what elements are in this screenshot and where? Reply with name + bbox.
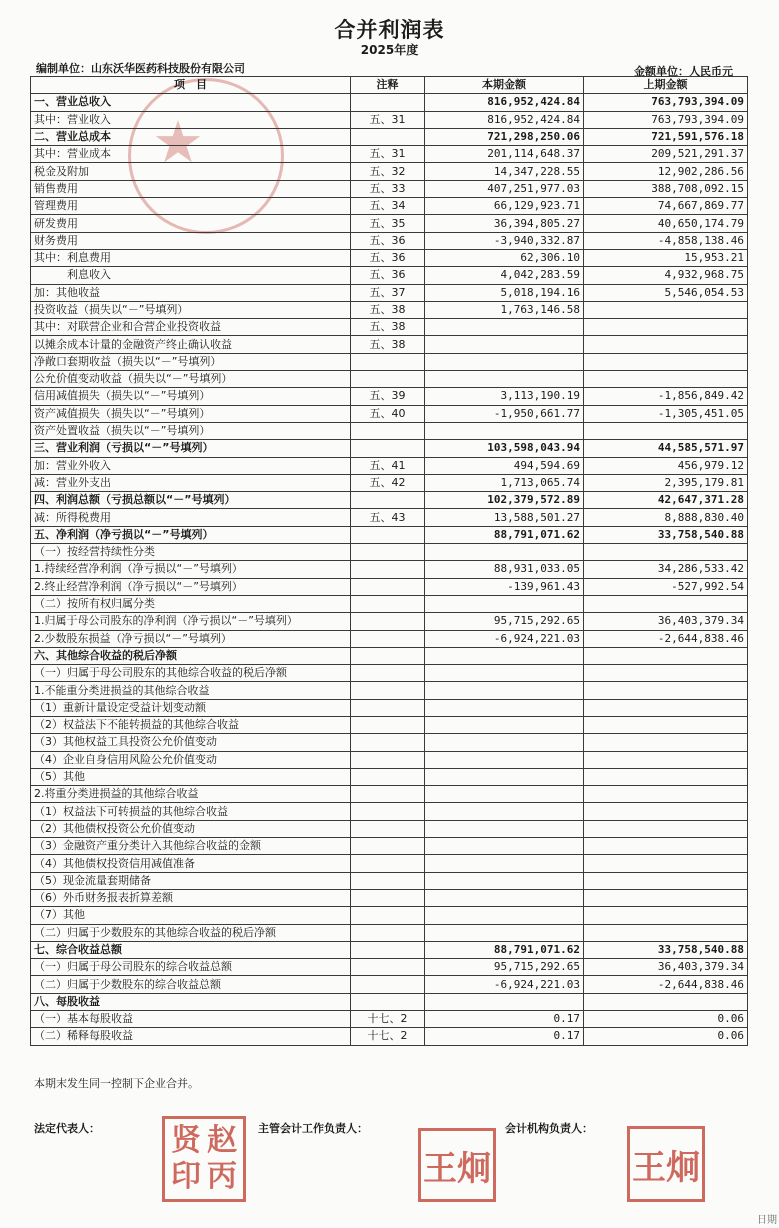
- table-row: [31, 215, 748, 232]
- row-item-label: 其中：营业收入: [31, 111, 351, 128]
- row-prior-amount: 44,585,571.97: [584, 440, 748, 457]
- table-row: [31, 941, 748, 958]
- row-note: [351, 751, 425, 768]
- row-note: [351, 889, 425, 906]
- row-current-amount: [425, 855, 584, 872]
- table-row: [31, 440, 748, 457]
- row-current-amount: 0.17: [425, 1028, 584, 1045]
- row-note: [351, 526, 425, 543]
- legal-representative-seal: [162, 1116, 246, 1202]
- row-current-amount: [425, 734, 584, 751]
- row-note: [351, 647, 425, 664]
- row-note: [351, 371, 425, 388]
- row-current-amount: 3,113,190.19: [425, 388, 584, 405]
- row-prior-amount: [584, 336, 748, 353]
- row-current-amount: 1,763,146.58: [425, 301, 584, 318]
- row-prior-amount: -1,305,451.05: [584, 405, 748, 422]
- row-note: [351, 353, 425, 370]
- row-item-label: 二、营业总成本: [31, 128, 351, 145]
- row-item-label: （2）其他债权投资公允价值变动: [31, 820, 351, 837]
- row-prior-amount: [584, 665, 748, 682]
- table-row: [31, 665, 748, 682]
- row-current-amount: 13,588,501.27: [425, 509, 584, 526]
- row-item-label: （一）归属于母公司股东的综合收益总额: [31, 959, 351, 976]
- row-prior-amount: 5,546,054.53: [584, 284, 748, 301]
- row-note: 五、42: [351, 474, 425, 491]
- row-current-amount: [425, 353, 584, 370]
- legal-representative-label: 法定代表人：: [34, 1122, 100, 1135]
- row-current-amount: 721,298,250.06: [425, 128, 584, 145]
- row-note: [351, 128, 425, 145]
- row-note: 五、38: [351, 319, 425, 336]
- table-row: [31, 872, 748, 889]
- row-item-label: 其中：对联营企业和合营企业投资收益: [31, 319, 351, 336]
- row-note: [351, 993, 425, 1010]
- table-row: [31, 284, 748, 301]
- row-item-label: 其中：营业成本: [31, 146, 351, 163]
- row-note: [351, 699, 425, 716]
- table-row: [31, 146, 748, 163]
- row-prior-amount: 2,395,179.81: [584, 474, 748, 491]
- row-current-amount: 494,594.69: [425, 457, 584, 474]
- table-row: [31, 630, 748, 647]
- row-item-label: 信用减值损失（损失以“－”号填列）: [31, 388, 351, 405]
- table-row: [31, 353, 748, 370]
- row-current-amount: 4,042,283.59: [425, 267, 584, 284]
- table-row: [31, 163, 748, 180]
- row-item-label: （2）权益法下不能转损益的其他综合收益: [31, 716, 351, 733]
- preparing-entity: 编制单位：山东沃华医药科技股份有限公司: [36, 62, 245, 75]
- row-current-amount: -139,961.43: [425, 578, 584, 595]
- row-note: 五、32: [351, 163, 425, 180]
- table-row: [31, 422, 748, 439]
- row-current-amount: [425, 544, 584, 561]
- row-note: 五、35: [351, 215, 425, 232]
- accounting-head-label: 主管会计工作负责人：: [258, 1122, 368, 1135]
- table-row: [31, 301, 748, 318]
- row-prior-amount: 388,708,092.15: [584, 180, 748, 197]
- table-row: [31, 647, 748, 664]
- row-item-label: （7）其他: [31, 907, 351, 924]
- row-item-label: 以摊余成本计量的金融资产终止确认收益: [31, 336, 351, 353]
- row-item-label: 六、其他综合收益的税后净额: [31, 647, 351, 664]
- row-item-label: 加：其他收益: [31, 284, 351, 301]
- row-prior-amount: [584, 889, 748, 906]
- row-note: [351, 855, 425, 872]
- row-current-amount: [425, 872, 584, 889]
- table-row: [31, 405, 748, 422]
- row-prior-amount: 209,521,291.37: [584, 146, 748, 163]
- table-row: [31, 180, 748, 197]
- row-note: 五、36: [351, 232, 425, 249]
- table-row: [31, 734, 748, 751]
- row-prior-amount: [584, 751, 748, 768]
- row-prior-amount: [584, 353, 748, 370]
- row-note: 十七、2: [351, 1011, 425, 1028]
- row-note: [351, 595, 425, 612]
- table-row: [31, 509, 748, 526]
- row-item-label: （二）归属于少数股东的其他综合收益的税后净额: [31, 924, 351, 941]
- row-current-amount: [425, 993, 584, 1010]
- table-row: [31, 959, 748, 976]
- row-item-label: 加：营业外收入: [31, 457, 351, 474]
- row-current-amount: [425, 889, 584, 906]
- row-current-amount: 88,931,033.05: [425, 561, 584, 578]
- table-row: [31, 976, 748, 993]
- table-row: [31, 993, 748, 1010]
- row-item-label: 减：营业外支出: [31, 474, 351, 491]
- row-prior-amount: [584, 907, 748, 924]
- seal-char: 印: [171, 1159, 201, 1194]
- row-current-amount: [425, 422, 584, 439]
- row-current-amount: [425, 751, 584, 768]
- row-current-amount: -3,940,332.87: [425, 232, 584, 249]
- row-prior-amount: [584, 993, 748, 1010]
- row-prior-amount: 721,591,576.18: [584, 128, 748, 145]
- row-item-label: 五、净利润（净亏损以“－”号填列）: [31, 526, 351, 543]
- table-row: [31, 889, 748, 906]
- row-prior-amount: 0.06: [584, 1028, 748, 1045]
- row-prior-amount: [584, 803, 748, 820]
- seal-char: 贤: [171, 1123, 201, 1158]
- table-row: [31, 682, 748, 699]
- row-prior-amount: 40,650,174.79: [584, 215, 748, 232]
- table-row: [31, 855, 748, 872]
- table-row: [31, 457, 748, 474]
- row-item-label: 一、营业总收入: [31, 94, 351, 111]
- row-prior-amount: [584, 838, 748, 855]
- table-row: [31, 1028, 748, 1045]
- row-note: [351, 665, 425, 682]
- row-item-label: （二）归属于少数股东的综合收益总额: [31, 976, 351, 993]
- row-item-label: 2.将重分类进损益的其他综合收益: [31, 786, 351, 803]
- seal-char: 丙: [207, 1159, 237, 1194]
- row-item-label: 管理费用: [31, 198, 351, 215]
- row-current-amount: [425, 716, 584, 733]
- row-prior-amount: [584, 786, 748, 803]
- row-note: 五、36: [351, 267, 425, 284]
- row-note: 五、34: [351, 198, 425, 215]
- row-current-amount: 5,018,194.16: [425, 284, 584, 301]
- row-current-amount: 88,791,071.62: [425, 526, 584, 543]
- row-prior-amount: 12,902,286.56: [584, 163, 748, 180]
- row-current-amount: [425, 665, 584, 682]
- row-current-amount: [425, 319, 584, 336]
- row-item-label: （6）外币财务报表折算差额: [31, 889, 351, 906]
- row-item-label: 其中：利息费用: [31, 249, 351, 266]
- table-row: [31, 371, 748, 388]
- row-prior-amount: [584, 855, 748, 872]
- table-row: [31, 699, 748, 716]
- table-row: [31, 474, 748, 491]
- row-note: [351, 682, 425, 699]
- row-prior-amount: [584, 872, 748, 889]
- row-item-label: （3）其他权益工具投资公允价值变动: [31, 734, 351, 751]
- page-mark: 日期: [757, 1215, 777, 1226]
- row-prior-amount: 763,793,394.09: [584, 111, 748, 128]
- row-prior-amount: 4,932,968.75: [584, 267, 748, 284]
- row-note: 五、31: [351, 146, 425, 163]
- row-item-label: （一）按经营持续性分类: [31, 544, 351, 561]
- row-prior-amount: 456,979.12: [584, 457, 748, 474]
- row-current-amount: [425, 371, 584, 388]
- table-row: [31, 232, 748, 249]
- row-prior-amount: [584, 422, 748, 439]
- row-prior-amount: [584, 768, 748, 785]
- row-item-label: （4）其他债权投资信用减值准备: [31, 855, 351, 872]
- row-prior-amount: 34,286,533.42: [584, 561, 748, 578]
- page-title: 合并利润表: [334, 18, 445, 42]
- row-current-amount: 1,713,065.74: [425, 474, 584, 491]
- table-row: [31, 111, 748, 128]
- row-prior-amount: 74,667,869.77: [584, 198, 748, 215]
- row-item-label: （5）其他: [31, 768, 351, 785]
- row-current-amount: -6,924,221.03: [425, 976, 584, 993]
- row-note: 五、41: [351, 457, 425, 474]
- row-note: [351, 613, 425, 630]
- row-current-amount: [425, 924, 584, 941]
- table-row: [31, 924, 748, 941]
- row-current-amount: 66,129,923.71: [425, 198, 584, 215]
- row-current-amount: [425, 768, 584, 785]
- row-note: 五、31: [351, 111, 425, 128]
- row-item-label: 资产处置收益（损失以“－”号填列）: [31, 422, 351, 439]
- row-item-label: （5）现金流量套期储备: [31, 872, 351, 889]
- column-header-item: 项 目: [31, 77, 351, 94]
- row-current-amount: 14,347,228.55: [425, 163, 584, 180]
- row-prior-amount: [584, 319, 748, 336]
- row-current-amount: [425, 838, 584, 855]
- row-prior-amount: 15,953.21: [584, 249, 748, 266]
- table-header-row: [31, 77, 748, 94]
- row-item-label: 1.不能重分类进损益的其他综合收益: [31, 682, 351, 699]
- row-item-label: （一）基本每股收益: [31, 1011, 351, 1028]
- table-row: [31, 1011, 748, 1028]
- row-item-label: 研发费用: [31, 215, 351, 232]
- row-item-label: 2.少数股东损益（净亏损以“－”号填列）: [31, 630, 351, 647]
- row-prior-amount: [584, 301, 748, 318]
- row-current-amount: 816,952,424.84: [425, 94, 584, 111]
- table-row: [31, 561, 748, 578]
- row-current-amount: -6,924,221.03: [425, 630, 584, 647]
- table-row: [31, 716, 748, 733]
- row-note: [351, 941, 425, 958]
- table-row: [31, 388, 748, 405]
- row-item-label: （二）稀释每股收益: [31, 1028, 351, 1045]
- row-note: [351, 716, 425, 733]
- row-current-amount: [425, 803, 584, 820]
- row-prior-amount: [584, 734, 748, 751]
- table-row: [31, 336, 748, 353]
- table-row: [31, 128, 748, 145]
- row-note: 十七、2: [351, 1028, 425, 1045]
- row-note: [351, 976, 425, 993]
- row-item-label: 减：所得税费用: [31, 509, 351, 526]
- row-prior-amount: [584, 647, 748, 664]
- row-prior-amount: -2,644,838.46: [584, 630, 748, 647]
- row-current-amount: 102,379,572.89: [425, 492, 584, 509]
- row-note: 五、40: [351, 405, 425, 422]
- row-prior-amount: [584, 544, 748, 561]
- column-header-prior: 上期金额: [584, 77, 748, 94]
- row-prior-amount: [584, 682, 748, 699]
- row-item-label: 投资收益（损失以“－”号填列）: [31, 301, 351, 318]
- row-item-label: 七、综合收益总额: [31, 941, 351, 958]
- table-row: [31, 613, 748, 630]
- row-current-amount: -1,950,661.77: [425, 405, 584, 422]
- row-prior-amount: 763,793,394.09: [584, 94, 748, 111]
- table-row: [31, 907, 748, 924]
- row-item-label: （4）企业自身信用风险公允价值变动: [31, 751, 351, 768]
- row-note: 五、36: [351, 249, 425, 266]
- table-row: [31, 803, 748, 820]
- table-row: [31, 94, 748, 111]
- row-item-label: 税金及附加: [31, 163, 351, 180]
- row-current-amount: [425, 907, 584, 924]
- row-prior-amount: -527,992.54: [584, 578, 748, 595]
- row-prior-amount: [584, 716, 748, 733]
- row-current-amount: 36,394,805.27: [425, 215, 584, 232]
- row-item-label: 1.归属于母公司股东的净利润（净亏损以“－”号填列）: [31, 613, 351, 630]
- row-item-label: 四、利润总额（亏损总额以“－”号填列）: [31, 492, 351, 509]
- row-prior-amount: [584, 595, 748, 612]
- row-note: [351, 924, 425, 941]
- row-current-amount: [425, 595, 584, 612]
- income-statement-table: [30, 76, 748, 1046]
- row-note: [351, 578, 425, 595]
- row-item-label: 三、营业利润（亏损以“－”号填列）: [31, 440, 351, 457]
- column-header-current: 本期金额: [425, 77, 584, 94]
- row-prior-amount: 33,758,540.88: [584, 526, 748, 543]
- row-item-label: 利息收入: [31, 267, 351, 284]
- row-prior-amount: 42,647,371.28: [584, 492, 748, 509]
- row-note: [351, 959, 425, 976]
- row-prior-amount: -2,644,838.46: [584, 976, 748, 993]
- table-row: [31, 838, 748, 855]
- row-current-amount: [425, 682, 584, 699]
- row-current-amount: [425, 786, 584, 803]
- row-current-amount: 62,306.10: [425, 249, 584, 266]
- seal-char: 赵: [207, 1123, 237, 1158]
- row-current-amount: [425, 647, 584, 664]
- column-header-note: 注释: [351, 77, 425, 94]
- accounting-dept-head-label: 会计机构负责人：: [505, 1122, 593, 1135]
- accounting-head-seal: 王炯: [418, 1128, 496, 1202]
- footnote: 本期末发生同一控制下企业合并。: [34, 1077, 199, 1090]
- table-row: [31, 820, 748, 837]
- row-current-amount: 95,715,292.65: [425, 613, 584, 630]
- row-note: 五、43: [351, 509, 425, 526]
- row-current-amount: 0.17: [425, 1011, 584, 1028]
- row-prior-amount: [584, 371, 748, 388]
- table-row: [31, 751, 748, 768]
- accounting-dept-head-seal: 王炯: [627, 1126, 705, 1202]
- row-current-amount: 201,114,648.37: [425, 146, 584, 163]
- table-row: [31, 198, 748, 215]
- row-note: [351, 907, 425, 924]
- row-current-amount: 816,952,424.84: [425, 111, 584, 128]
- row-prior-amount: 36,403,379.34: [584, 613, 748, 630]
- row-item-label: 财务费用: [31, 232, 351, 249]
- row-prior-amount: [584, 699, 748, 716]
- row-item-label: 公允价值变动收益（损失以“－”号填列）: [31, 371, 351, 388]
- table-row: [31, 595, 748, 612]
- row-item-label: （一）归属于母公司股东的其他综合收益的税后净额: [31, 665, 351, 682]
- row-item-label: 1.持续经营净利润（净亏损以“－”号填列）: [31, 561, 351, 578]
- row-prior-amount: 36,403,379.34: [584, 959, 748, 976]
- row-note: [351, 803, 425, 820]
- row-note: [351, 544, 425, 561]
- row-note: [351, 734, 425, 751]
- table-row: [31, 249, 748, 266]
- row-item-label: （1）重新计量设定受益计划变动额: [31, 699, 351, 716]
- table-row: [31, 267, 748, 284]
- row-prior-amount: [584, 924, 748, 941]
- row-note: [351, 786, 425, 803]
- row-note: [351, 820, 425, 837]
- row-note: [351, 440, 425, 457]
- company-stamp-star-icon: ★: [152, 108, 204, 176]
- row-note: 五、39: [351, 388, 425, 405]
- row-current-amount: [425, 336, 584, 353]
- table-row: [31, 492, 748, 509]
- row-prior-amount: 8,888,830.40: [584, 509, 748, 526]
- row-item-label: （1）权益法下可转损益的其他综合收益: [31, 803, 351, 820]
- row-note: [351, 561, 425, 578]
- row-note: [351, 492, 425, 509]
- row-note: [351, 94, 425, 111]
- row-note: 五、33: [351, 180, 425, 197]
- row-note: 五、37: [351, 284, 425, 301]
- table-body: [31, 94, 748, 1045]
- row-prior-amount: -1,856,849.42: [584, 388, 748, 405]
- row-item-label: （3）金融资产重分类计入其他综合收益的金额: [31, 838, 351, 855]
- row-item-label: 资产减值损失（损失以“－”号填列）: [31, 405, 351, 422]
- reporting-period: 2025年度: [360, 43, 419, 57]
- row-note: 五、38: [351, 336, 425, 353]
- row-item-label: 销售费用: [31, 180, 351, 197]
- row-item-label: （二）按所有权归属分类: [31, 595, 351, 612]
- row-note: [351, 422, 425, 439]
- row-current-amount: 103,598,043.94: [425, 440, 584, 457]
- row-item-label: 八、每股收益: [31, 993, 351, 1010]
- row-current-amount: 407,251,977.03: [425, 180, 584, 197]
- row-prior-amount: [584, 820, 748, 837]
- row-current-amount: 88,791,071.62: [425, 941, 584, 958]
- currency-unit: 金额单位：人民币元: [634, 65, 733, 78]
- row-note: [351, 838, 425, 855]
- row-note: [351, 768, 425, 785]
- row-note: 五、38: [351, 301, 425, 318]
- row-current-amount: [425, 820, 584, 837]
- row-note: [351, 872, 425, 889]
- table-row: [31, 786, 748, 803]
- table-row: [31, 768, 748, 785]
- row-item-label: 净敞口套期收益（损失以“－”号填列）: [31, 353, 351, 370]
- row-current-amount: [425, 699, 584, 716]
- row-current-amount: 95,715,292.65: [425, 959, 584, 976]
- table-row: [31, 578, 748, 595]
- table-row: [31, 544, 748, 561]
- row-prior-amount: 0.06: [584, 1011, 748, 1028]
- row-prior-amount: 33,758,540.88: [584, 941, 748, 958]
- row-note: [351, 630, 425, 647]
- table-row: [31, 319, 748, 336]
- row-item-label: 2.终止经营净利润（净亏损以“－”号填列）: [31, 578, 351, 595]
- row-prior-amount: -4,858,138.46: [584, 232, 748, 249]
- table-row: [31, 526, 748, 543]
